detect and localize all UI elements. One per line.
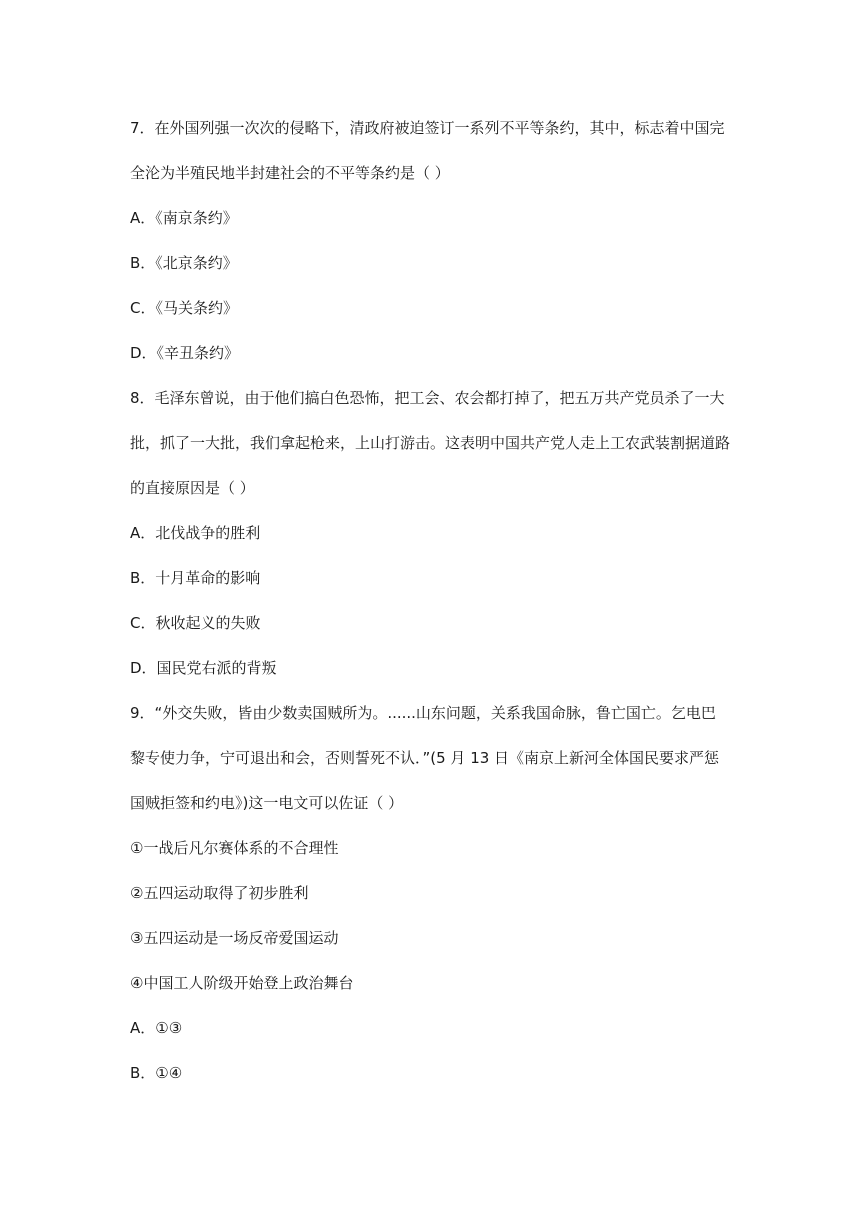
question-9-stem-line-1: 9．“外交失败，皆由少数卖国贼所为。......山东问题，关系我国命脉，鲁亡国亡。乞电巴	[130, 704, 716, 722]
question-8-option-d: D．国民党右派的背叛	[130, 659, 277, 677]
question-9-statement-2: ②五四运动取得了初步胜利	[130, 884, 309, 902]
question-7-stem-line-1: 7．在外国列强一次次的侵略下，清政府被迫签订一系列不平等条约，其中，标志着中国完	[130, 119, 725, 137]
question-8-stem-line-2: 批，抓了一大批，我们拿起枪来，上山打游击。这表明中国共产党人走上工农武装割据道路	[130, 434, 731, 452]
question-7-option-b: B．《北京条约》	[130, 254, 238, 272]
question-7-option-d: D．《辛丑条约》	[130, 344, 240, 362]
question-9-stem-line-3: 国贼拒签和约电》)这一电文可以佐证（ ）	[130, 794, 404, 812]
question-7-stem-line-2: 全沦为半殖民地半封建社会的不平等条约是（ ）	[130, 164, 450, 182]
question-8-option-a: A．北伐战争的胜利	[130, 524, 261, 542]
question-8-option-c: C．秋收起义的失败	[130, 614, 261, 632]
question-9-statement-1: ①一战后凡尔赛体系的不合理性	[130, 839, 339, 857]
question-7-option-c: C．《马关条约》	[130, 299, 238, 317]
question-9-statement-3: ③五四运动是一场反帝爱国运动	[130, 929, 339, 947]
question-8-stem-line-3: 的直接原因是（ ）	[130, 479, 255, 497]
question-8-option-b: B．十月革命的影响	[130, 569, 261, 587]
question-9-statement-4: ④中国工人阶级开始登上政治舞台	[130, 974, 354, 992]
question-7-option-a: A．《南京条约》	[130, 209, 238, 227]
question-9-option-a: A．①③	[130, 1019, 183, 1037]
question-9-stem-line-2: 黎专使力争，宁可退出和会，否则誓死不认．”(5 月 13 日《南京上新河全体国民要求严惩	[130, 749, 720, 767]
question-8-stem-line-1: 8．毛泽东曾说，由于他们搞白色恐怖，把工会、农会都打掉了，把五万共产党员杀了一大	[130, 389, 725, 407]
question-9-option-b: B．①④	[130, 1064, 183, 1082]
